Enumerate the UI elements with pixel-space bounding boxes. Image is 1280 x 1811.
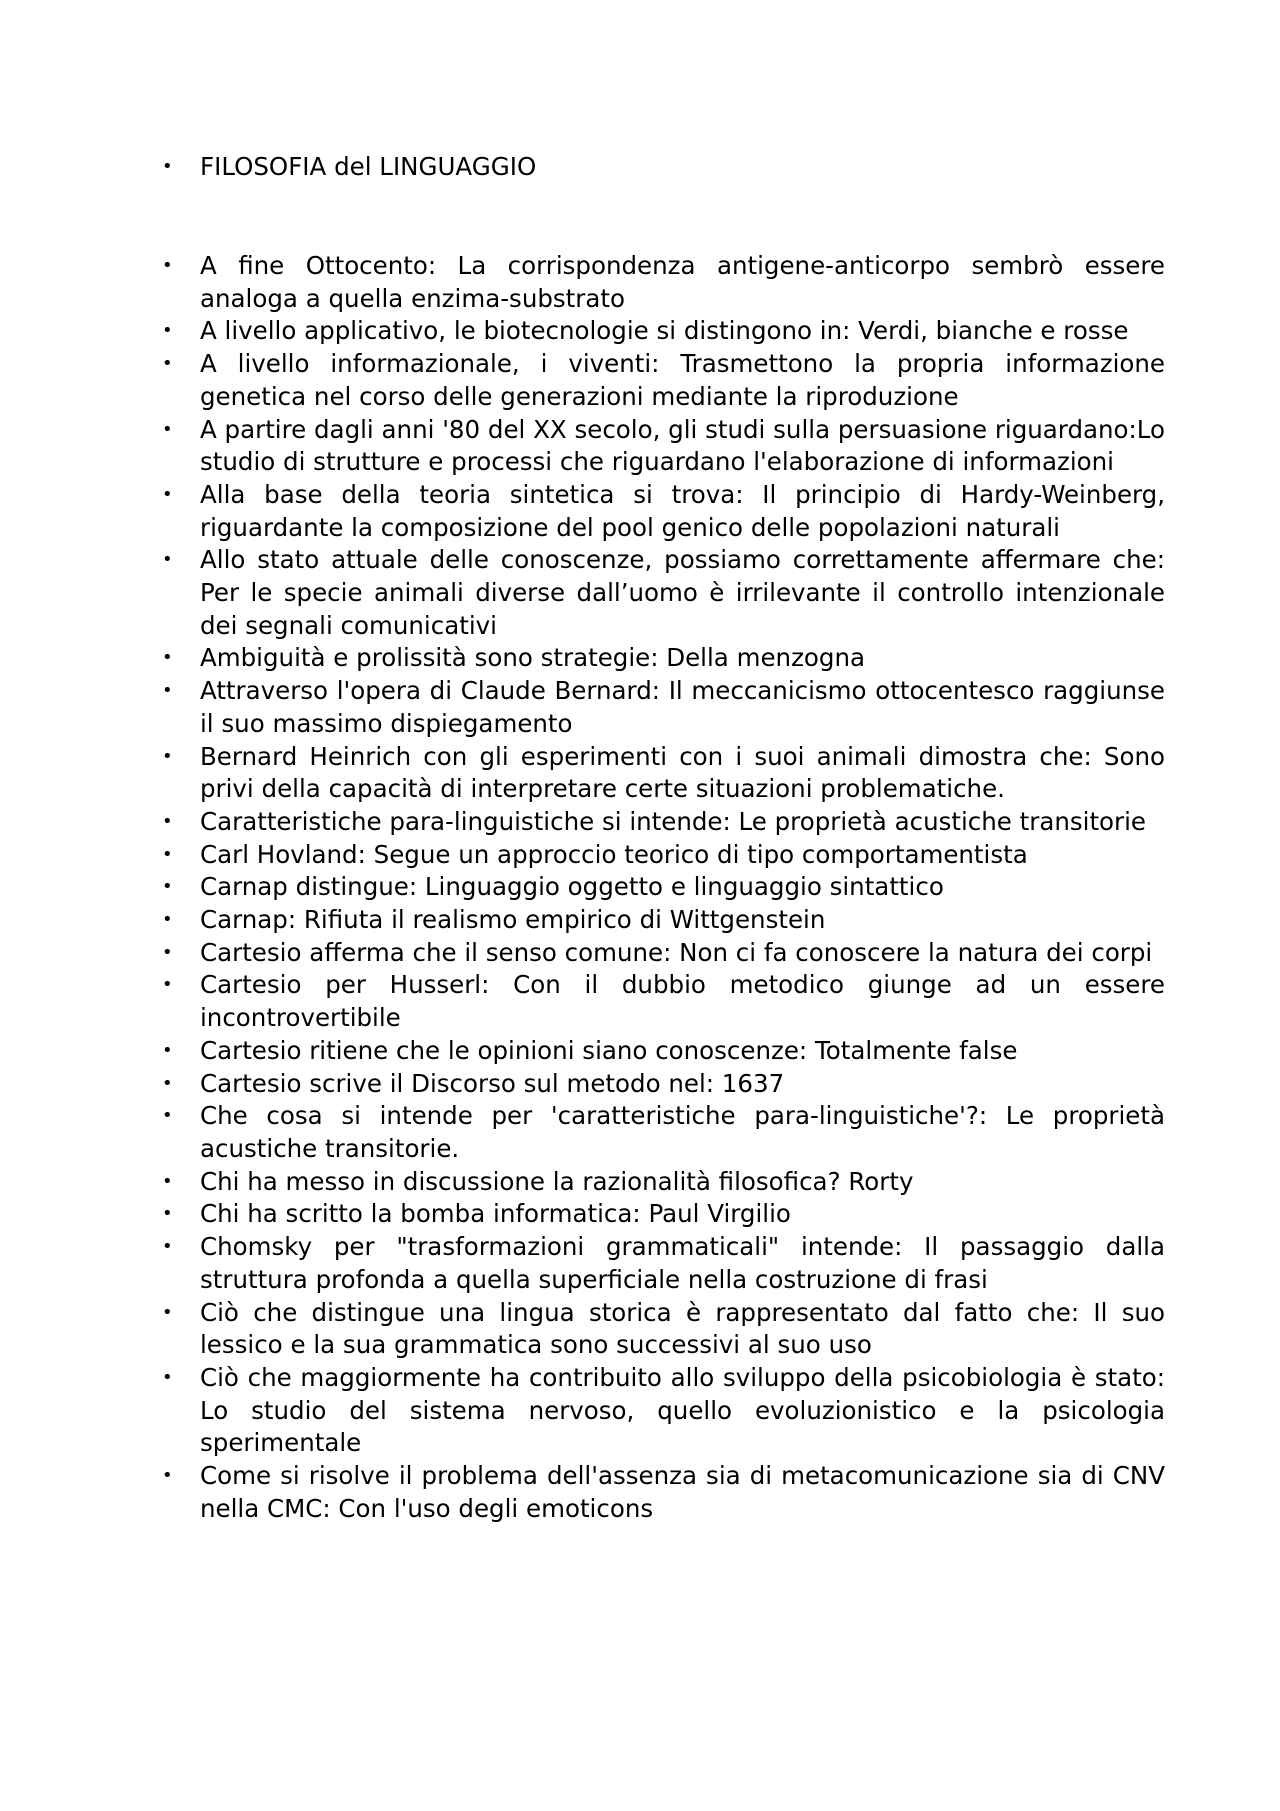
bullet-icon: • — [162, 549, 173, 571]
list-item — [155, 544, 1165, 642]
bullet-icon: • — [162, 1236, 173, 1258]
list-item — [155, 1198, 1165, 1231]
list-item-text: Chi ha messo in discussione la razionalità filosofica? Rorty — [200, 1166, 914, 1196]
list-item — [155, 937, 1165, 970]
list-item-text: Carnap: Rifiuta il realismo empirico di Wittgenstein — [200, 905, 826, 935]
bullet-icon: • — [162, 353, 173, 375]
bullet-icon: • — [162, 1039, 173, 1061]
list-item-text: Ciò che distingue una lingua storica è rappresentato dal fatto che: Il suo lessico e la sua grammatica sono successivi al suo uso — [200, 1297, 1165, 1360]
bullet-icon: • — [162, 647, 173, 669]
document-title-item — [155, 151, 1165, 184]
bullet-icon: • — [162, 1203, 173, 1225]
list-item — [155, 1362, 1165, 1460]
list-item-text: Ambiguità e prolissità sono strategie: Della menzogna — [200, 643, 866, 673]
list-item — [155, 1035, 1165, 1068]
question-answer-list — [155, 250, 1165, 1525]
list-item-text: Cartesio ritiene che le opinioni siano conoscenze: Totalmente false — [200, 1035, 1018, 1065]
bullet-icon: • — [162, 876, 173, 898]
list-item — [155, 904, 1165, 937]
list-item-text: A livello informazionale, i viventi: Trasmettono la propria informazione genetica nel corso delle generazioni mediante la riproduzione — [200, 349, 1165, 411]
list-item-text: Cartesio scrive il Discorso sul metodo nel: 1637 — [200, 1068, 785, 1098]
bullet-icon: • — [162, 1366, 173, 1388]
bullet-icon: • — [162, 255, 173, 276]
list-item — [155, 1297, 1165, 1362]
list-item-text: Attraverso l'opera di Claude Bernard: Il meccanicismo ottocentesco raggiunse il suo massimo dispiegamento — [200, 676, 1165, 738]
list-item — [155, 348, 1165, 413]
list-item-text: Bernard Heinrich con gli esperimenti con i suoi animali dimostra che: Sono privi della capacità di interpretare certe situazioni problematiche. — [200, 741, 1165, 804]
bullet-icon: • — [162, 745, 173, 767]
bullet-icon: • — [162, 843, 173, 865]
list-item-text: Cartesio per Husserl: Con il dubbio metodico giunge ad un essere incontrovertibile — [200, 970, 1165, 1033]
list-item-text: Chi ha scritto la bomba informatica: Paul Virgilio — [200, 1199, 791, 1229]
bullet-icon: • — [162, 810, 173, 832]
bullet-icon: • — [162, 483, 173, 505]
list-item-text: Allo stato attuale delle conoscenze, possiamo correttamente affermare che: Per le specie animali diverse dall’uomo è irrilevante il controllo intenzionale dei segnali comunicativi — [200, 545, 1165, 640]
list-item-text: Chomsky per "trasformazioni grammaticali" intende: Il passaggio dalla struttura profonda a quella superficiale nella costruzione di frasi — [200, 1232, 1165, 1294]
list-item — [155, 414, 1165, 479]
list-item-text: A partire dagli anni '80 del XX secolo, gli studi sulla persuasione riguardano:Lo studio di strutture e processi che riguardano l'elaborazione di informazioni — [200, 414, 1165, 477]
bullet-icon: • — [162, 1465, 173, 1487]
bullet-icon: • — [162, 941, 173, 963]
list-item — [155, 315, 1165, 348]
list-item — [155, 969, 1165, 1034]
list-item-text: A livello applicativo, le biotecnologie si distingono in: Verdi, bianche e rosse — [200, 316, 1129, 346]
list-item — [155, 1460, 1165, 1525]
list-item — [155, 1231, 1165, 1296]
bullet-icon: • — [162, 1301, 173, 1323]
list-item — [155, 871, 1165, 904]
list-item — [155, 741, 1165, 806]
list-item — [155, 806, 1165, 839]
list-item-text: Carnap distingue: Linguaggio oggetto e linguaggio sintattico — [200, 872, 944, 902]
bullet-icon: • — [162, 909, 173, 931]
list-item — [155, 479, 1165, 544]
list-item — [155, 642, 1165, 675]
title-list — [155, 151, 1165, 184]
list-item-text: Come si risolve il problema dell'assenza sia di metacomunicazione sia di CNV nella CMC: Con l'uso degli emoticons — [200, 1461, 1165, 1523]
list-item-text: Caratteristiche para-linguistiche si intende: Le proprietà acustiche transitorie — [200, 806, 1146, 836]
bullet-icon: • — [162, 680, 173, 702]
list-item — [155, 675, 1165, 740]
bullet-icon: • — [162, 1105, 173, 1127]
bullet-icon: • — [162, 974, 173, 996]
list-item-text: Che cosa si intende per 'caratteristiche para-linguistiche'?: Le proprietà acustiche transitorie. — [200, 1101, 1165, 1163]
document-title: FILOSOFIA del LINGUAGGIO — [200, 152, 537, 181]
list-item-text: Ciò che maggiormente ha contribuito allo sviluppo della psicobiologia è stato: Lo studio del sistema nervoso, quello evoluzionistico e la psicologia sperimentale — [200, 1362, 1165, 1458]
bullet-icon: • — [162, 418, 173, 440]
bullet-icon: • — [162, 1072, 173, 1094]
list-item-text: A fine Ottocento: La corrispondenza antigene-anticorpo sembrò essere analoga a quella enzima-substrato — [200, 251, 1165, 313]
list-item-text: Alla base della teoria sintetica si trova: Il principio di Hardy-Weinberg, riguardante la composizione del pool genico delle popolazioni naturali — [200, 479, 1165, 542]
list-item — [155, 1100, 1165, 1165]
list-item — [155, 1166, 1165, 1199]
list-item-text: Cartesio afferma che il senso comune: Non ci fa conoscere la natura dei corpi — [200, 937, 1153, 967]
bullet-icon: • — [162, 1170, 173, 1192]
bullet-icon: • — [162, 156, 173, 177]
bullet-icon: • — [162, 320, 173, 342]
list-item — [155, 250, 1165, 315]
list-item — [155, 1068, 1165, 1101]
list-item — [155, 839, 1165, 872]
list-item-text: Carl Hovland: Segue un approccio teorico di tipo comportamentista — [200, 839, 1028, 869]
